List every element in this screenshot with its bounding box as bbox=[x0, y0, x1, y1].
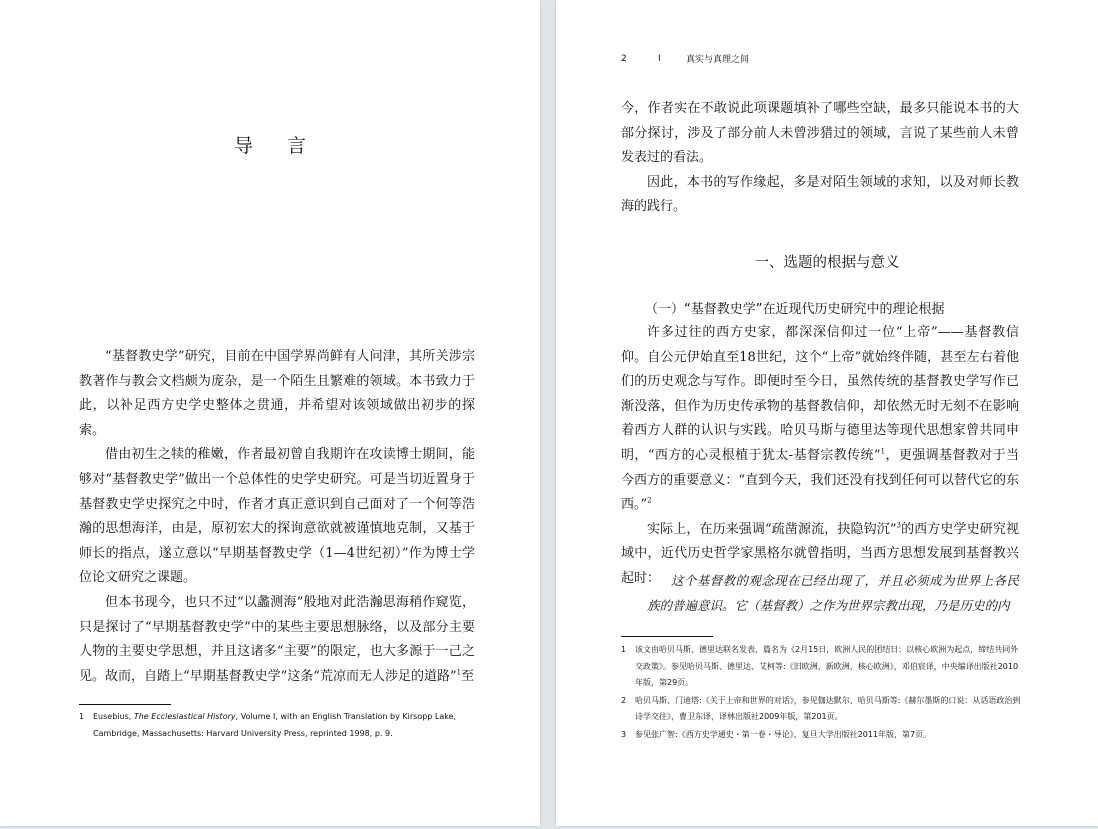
sub-heading: （一）“基督教史学”在近现代历史研究中的理论根据 bbox=[645, 302, 945, 317]
footnote bbox=[621, 693, 1021, 726]
block-quote bbox=[647, 568, 1019, 618]
page-number: 2 bbox=[621, 53, 627, 64]
left-footnotes bbox=[79, 709, 479, 743]
footnote-number: 1 bbox=[79, 712, 85, 721]
right-body-main bbox=[621, 321, 1019, 592]
paragraph-text: ，更强调基督教对于当今西方的重要意义：“直到今天，我们还没有找到任何可以替代它的东西。” bbox=[621, 447, 1019, 513]
paragraph-text: 但本书现今，也只不过“以蠡测海”般地对此浩瀚思海稍作窥览，只是探讨了“早期基督教史学”中的某些主要思想脉络，以及部分主要人物的主要史学思想，并且这诸多“主要”的限定，也大多源于一己之见。故而，自踏上“早期基督教史学”这条“荒凉而无人涉足的道路” bbox=[79, 594, 475, 684]
paragraph-text: 实际上，在历来强调“疏凿源流，抉隐钩沉” bbox=[647, 521, 897, 537]
running-head-title: 真实与真理之间 bbox=[686, 55, 750, 65]
paragraph: 因此，本书的写作缘起，多是对陌生领域的求知，以及对师长教海的践行。 bbox=[621, 174, 1019, 215]
footnote-ref[interactable]: 1 bbox=[456, 668, 462, 677]
left-body-text bbox=[79, 345, 475, 689]
footnote-text: 参见张广智:《西方史学通史・第一卷・导论》，复旦大学出版社2011年版，第7页。 bbox=[635, 729, 932, 739]
paragraph-text: 许多过往的西方史家，都深深信仰过一位“上帝”——基督教信仰。自公元伊始直至18世纪，这个“上帝”就始终伴随，甚至左右着他们的历史观念与写作。即便时至今日，虽然传统的基督教史学写作已渐没落，但作为历史传承物的基督教信仰，却依然无时无刻不在影响着西方人群的认识与实践。哈贝马斯与德里达等现代思想家曾共同申明，“西方的心灵根植于犹太-基督宗教传统” bbox=[621, 325, 1019, 463]
footnote-text-post: , Volume I, with an English Translation by Kirsopp Lake, Cambridge, Massachusetts: Harvard University Press, reprinted 1998, p. 9. bbox=[93, 712, 457, 738]
footnote-separator bbox=[621, 636, 713, 637]
chapter-title: 导 言 bbox=[233, 135, 321, 157]
paragraph bbox=[79, 591, 475, 689]
book-title-italic: The Ecclesiastical History bbox=[133, 712, 236, 721]
footnote-ref[interactable]: 1 bbox=[880, 447, 886, 456]
footnote-ref[interactable]: 3 bbox=[896, 521, 901, 530]
paragraph: 借由初生之犊的稚嫩，作者最初曾自我期许在攻读博士期间，能够对“基督教史学”做出一个总体性的史学史研究。可是当切近置身于基督教史学史探究之中时，作者才真正意识到自己面对了一个何等浩瀚的思想海洋，由是，原初宏大的探询意欲就被谨慎地克制，又基于师长的指点，遂立意以“早期基督教史学（1—4世纪初）”作为博士学位论文研究之课题。 bbox=[79, 447, 475, 586]
footnote-text-pre: Eusebius, bbox=[93, 712, 134, 721]
footnote bbox=[79, 709, 479, 742]
paragraph: 今，作者实在不敢说此项课题填补了哪些空缺，最多只能说本书的大部分探讨，涉及了部分前人未曾涉猎过的领域，言说了某些前人未曾发表过的看法。 bbox=[621, 101, 1019, 166]
paragraph-tail: 至 bbox=[461, 668, 475, 684]
right-footnotes bbox=[621, 642, 1021, 744]
footnote-separator bbox=[79, 704, 171, 705]
paragraph: “基督教史学”研究，目前在中国学界尚鲜有人问津，其所关涉宗教著作与教会文档颇为庞杂，是一个陌生且繁难的领域。本书致力于此，以补足西方史学史整体之贯通，并希望对该领域做出初步的探索。 bbox=[79, 349, 475, 438]
footnote-number: 2 bbox=[621, 695, 627, 705]
footnote-number: 3 bbox=[621, 729, 627, 739]
footnote bbox=[621, 727, 1021, 744]
running-head bbox=[621, 52, 749, 65]
footnote-text bbox=[93, 709, 479, 742]
paragraph-text: 的西方史学史研究视域中，近代历史哲学家黑格尔就曾指明，当西方思想发展到基督教兴起时： bbox=[621, 521, 1019, 586]
quote-text: 这个基督教的观念现在已经出现了，并且必须成为世界上各民族的普遍意识。它（基督教）之作为世界宗教出现，乃是历史的内 bbox=[647, 573, 1019, 613]
section-heading: 一、选题的根据与意义 bbox=[754, 255, 900, 271]
footnote-text: 哈贝马斯、门迪塔:《关于上帝和世界的对话》，参见伽达默尔、哈贝马斯等:《赫尔墨斯的口说：从话语政治到诗学交往》，曹卫东译，译林出版社2009年版，第201页。 bbox=[635, 695, 1021, 721]
footnote-text: 该文由哈贝马斯、德里达联名发表，篇名为《2月15日，欧洲人民的团结日：以核心欧洲为起点，缔结共同外交政策》。参见哈贝马斯、德里达、艾柯等:《旧欧洲、新欧洲、核心欧洲》，邓伯宸译，中央编译出版社2010年版，第29页。 bbox=[635, 645, 1019, 687]
footnote bbox=[621, 642, 1021, 692]
footnote-number: 1 bbox=[621, 645, 627, 654]
running-head-separator: I bbox=[658, 53, 661, 64]
right-body-top bbox=[621, 97, 1019, 220]
footnote-ref[interactable]: 2 bbox=[647, 496, 652, 505]
paragraph bbox=[621, 321, 1019, 518]
